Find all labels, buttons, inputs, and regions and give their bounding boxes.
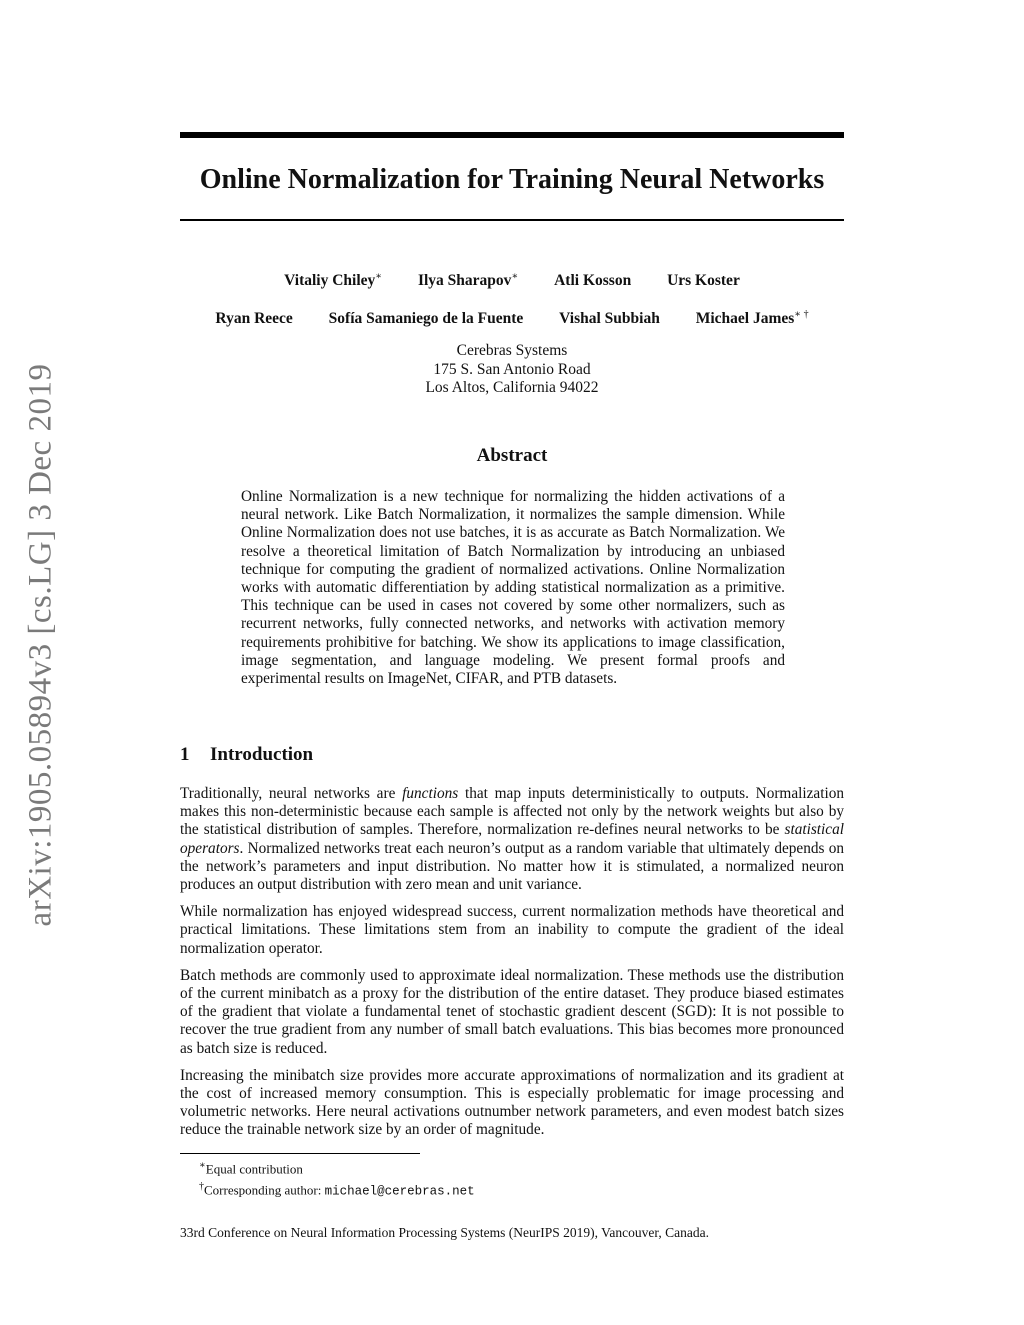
author: Atli Kosson [554,272,632,290]
author: Ilya Sharapov∗ [417,271,519,290]
affiliation [0,342,1024,398]
paragraph: Increasing the minibatch size provides more accurate approximations of normalization and its gradient at the cost of increased memory consumption. This is especially problematic for image processing and volumetric networks. Here neural activations outnumber network parameters, and even modest batch sizes reduce the trainable network size by an order of magnitude. [180,1066,844,1139]
authors-row-2 [0,305,1024,329]
footnote: ∗Equal contribution [199,1160,303,1177]
footnotes [199,1157,475,1201]
title-rule-top [180,132,844,138]
paper-title: Online Normalization for Training Neural Networks [199,164,825,195]
emphasis: statistical operators [180,821,844,857]
author: Ryan Reece [215,310,293,328]
paragraph: While normalization has enjoyed widespread success, current normalization methods have theoretical and practical limitations. These limitations stem from an inability to compute the gradient of the ideal normalization operator. [180,903,844,957]
arxiv-stamp: arXiv:1905.05894v3 [cs.LG] 3 Dec 2019 [22,363,59,927]
abstract-heading: Abstract [476,445,548,466]
abstract-text: Online Normalization is a new technique for normalizing the hidden activations of a neural network. Like Batch Normalization, it normalizes the sample dimension. While Online Normalization does not use batches, it is as accurate as Batch Normalization. We resolve a theoretical limitation of Batch Normalization by introducing an unbiased technique for computing the gradient of normalized activations. Online Normalization works with automatic differentiation by adding statistical normalization as a primitive. This technique can be used in cases not covered by some other normalizers, such as recurrent networks, fully connected networks, and networks with activation memory requirements prohibitive for batching. We show its applications to image classification, image segmentation, and language modeling. We present formal proofs and experimental results on ImageNet, CIFAR, and PTB datasets. [241,488,785,688]
body-text [180,785,844,1149]
emphasis: functions [402,785,459,802]
author: Michael James∗ † [695,309,809,328]
title-rule-bottom [180,219,844,221]
section-heading [180,743,313,767]
author: Vitaliy Chiley∗ [284,271,383,290]
affiliation-org: Cerebras Systems [456,342,568,359]
footnote: †Corresponding author: michael@cerebras.net [199,1181,475,1199]
author: Sofía Samaniego de la Fuente [328,310,524,328]
paragraph: Batch methods are commonly used to approximate ideal normalization. These methods use the distribution of the current minibatch as a proxy for the distribution of the entire dataset. They produce biased estimates of the gradient that violate a fundamental tenet of stochastic gradient descent (SGD): It is not possible to recover the true gradient from any number of small batch evaluations. This bias becomes more pronounced as batch size is reduced. [180,966,844,1057]
authors-row-1 [0,267,1024,291]
footnote-rule [180,1153,420,1154]
affiliation-street: 175 S. San Antonio Road [433,360,591,378]
author: Vishal Subbiah [559,310,660,328]
section-title: Introduction [210,744,314,765]
section-number: 1 [180,744,190,765]
paragraph: Traditionally, neural networks are functions that map inputs deterministically to outputs. Normalization makes this non-deterministic because each sample is affected not only by the network weights but also by the statistical distribution of samples. Therefore, normalization re-defines neural networks to be statistical operators. Normalized networks treat each neuron’s output as a random variable that ultimately depends on the network’s parameters and input distribution. No matter how it is stimulated, a normalized neuron produces an output distribution with zero mean and unit variance. [180,785,844,894]
conference-note: 33rd Conference on Neural Information Processing Systems (NeurIPS 2019), Vancouver, Canada. [180,1225,709,1240]
affiliation-city: Los Altos, California 94022 [425,379,599,396]
email-link[interactable]: michael@cerebras.net [324,1184,475,1199]
author: Urs Koster [667,272,740,290]
